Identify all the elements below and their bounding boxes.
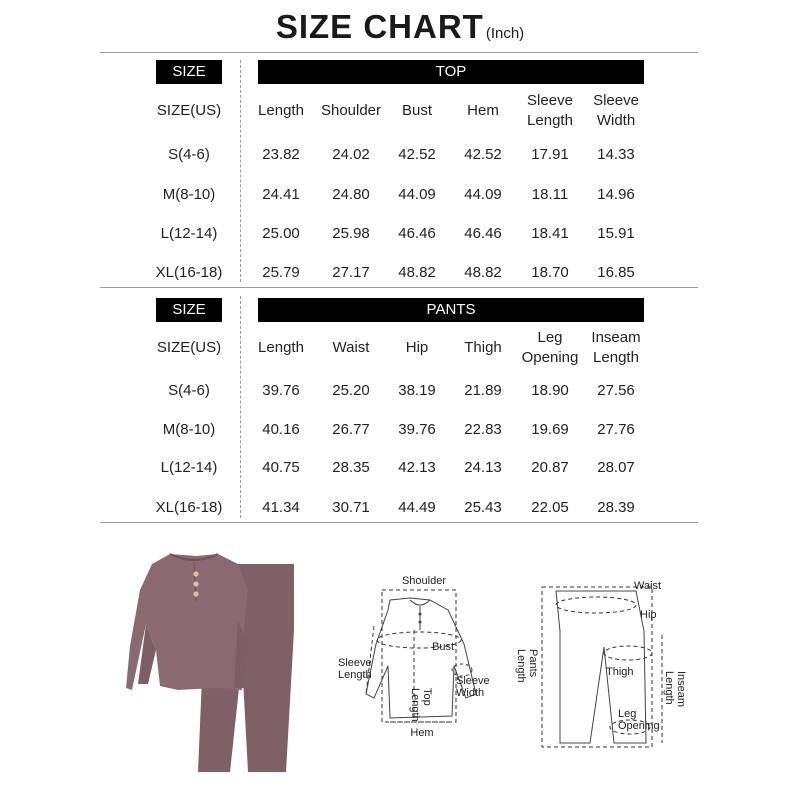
value-cell: 25.79 [262, 264, 300, 281]
value-cell: 24.80 [332, 186, 370, 203]
divider-bottom [100, 522, 698, 523]
label-top-length: TopLength [409, 688, 433, 722]
value-cell: 39.76 [398, 421, 436, 438]
value-cell: 24.13 [464, 459, 502, 476]
value-cell: 25.00 [262, 225, 300, 242]
label-thigh: Thigh [606, 666, 634, 678]
hip-measure [556, 597, 636, 613]
col-header: Thigh [464, 339, 502, 356]
size-col-header: SIZE(US) [156, 339, 222, 356]
value-cell: 18.41 [531, 225, 569, 242]
value-cell: 14.96 [597, 186, 635, 203]
value-cell: 44.09 [398, 186, 436, 203]
value-cell: 48.82 [464, 264, 502, 281]
value-cell: 44.09 [464, 186, 502, 203]
value-cell: 25.43 [464, 499, 502, 516]
col-header: Length [258, 339, 304, 356]
col-header: Inseam Length [591, 329, 641, 366]
col-header: Hem [467, 102, 499, 119]
size-cell: L(12-14) [160, 225, 218, 242]
photo-button-3 [193, 591, 198, 596]
col-header: Hip [405, 339, 429, 356]
product-photo [118, 550, 298, 780]
value-cell: 14.33 [597, 146, 635, 163]
value-cell: 44.49 [398, 499, 436, 516]
value-cell: 38.19 [398, 382, 436, 399]
label-inseam-length: InseamLength [663, 671, 687, 708]
value-cell: 46.46 [464, 225, 502, 242]
value-cell: 28.39 [597, 499, 635, 516]
pants-measurement-diagram [510, 575, 700, 755]
value-cell: 39.76 [262, 382, 300, 399]
col-header: Shoulder [320, 102, 382, 119]
value-cell: 28.35 [332, 459, 370, 476]
value-cell: 21.89 [464, 382, 502, 399]
value-cell: 42.52 [464, 146, 502, 163]
label-shoulder: Shoulder [401, 575, 447, 587]
value-cell: 17.91 [531, 146, 569, 163]
value-cell: 48.82 [398, 264, 436, 281]
value-cell: 30.71 [332, 499, 370, 516]
col-header: Sleeve Length [527, 92, 573, 129]
label-sleeve-width: Sleeve Width [456, 675, 490, 699]
col-header: Bust [401, 102, 433, 119]
value-cell: 25.20 [332, 382, 370, 399]
size-cell: S(4-6) [168, 382, 210, 399]
title-text: SIZE CHART [275, 8, 484, 45]
size-cell: XL(16-18) [155, 264, 223, 281]
col-header: Leg Opening [521, 329, 579, 366]
value-cell: 18.11 [531, 186, 569, 203]
value-cell: 25.98 [332, 225, 370, 242]
label-pants-length: PantsLength [515, 649, 539, 683]
value-cell: 24.02 [332, 146, 370, 163]
label-hip: Hip [640, 609, 657, 621]
col-header: Length [258, 102, 304, 119]
divider-middle [100, 287, 698, 288]
divider-vertical-pants [240, 296, 241, 518]
divider-vertical-top [240, 60, 241, 282]
label-bust: Bust [432, 641, 455, 653]
size-cell: M(8-10) [162, 421, 216, 438]
size-cell: L(12-14) [160, 459, 218, 476]
value-cell: 20.87 [531, 459, 569, 476]
value-cell: 42.13 [398, 459, 436, 476]
top-size-badge: SIZE [156, 60, 222, 84]
title-unit: (Inch) [485, 25, 525, 42]
top-section-bar: TOP [258, 60, 644, 84]
value-cell: 27.56 [597, 382, 635, 399]
col-header: Sleeve Width [593, 92, 639, 129]
label-leg-opening: Leg Opening [618, 708, 660, 732]
value-cell: 27.17 [332, 264, 370, 281]
value-cell: 24.41 [262, 186, 300, 203]
size-cell: XL(16-18) [155, 499, 223, 516]
value-cell: 26.77 [332, 421, 370, 438]
photo-button-1 [193, 571, 198, 576]
value-cell: 40.75 [262, 459, 300, 476]
value-cell: 28.07 [597, 459, 635, 476]
pants-size-badge: SIZE [156, 298, 222, 322]
divider-top [100, 52, 698, 53]
size-col-header: SIZE(US) [156, 102, 222, 119]
size-cell: M(8-10) [162, 186, 216, 203]
value-cell: 22.05 [531, 499, 569, 516]
label-waist: Waist [634, 580, 662, 592]
value-cell: 18.90 [531, 382, 569, 399]
value-cell: 40.16 [262, 421, 300, 438]
value-cell: 19.69 [531, 421, 569, 438]
label-sleeve-length: Sleeve Length [338, 657, 372, 681]
value-cell: 16.85 [597, 264, 635, 281]
value-cell: 22.83 [464, 421, 502, 438]
value-cell: 42.52 [398, 146, 436, 163]
label-hem: Hem [410, 727, 434, 739]
page-title [0, 8, 800, 46]
col-header: Waist [332, 339, 370, 356]
value-cell: 15.91 [597, 225, 635, 242]
value-cell: 46.46 [398, 225, 436, 242]
value-cell: 27.76 [597, 421, 635, 438]
size-cell: S(4-6) [168, 146, 210, 163]
top-measurement-diagram [330, 570, 510, 740]
value-cell: 18.70 [531, 264, 569, 281]
value-cell: 23.82 [262, 146, 300, 163]
value-cell: 41.34 [262, 499, 300, 516]
pants-section-bar: PANTS [258, 298, 644, 322]
photo-button-2 [193, 581, 198, 586]
